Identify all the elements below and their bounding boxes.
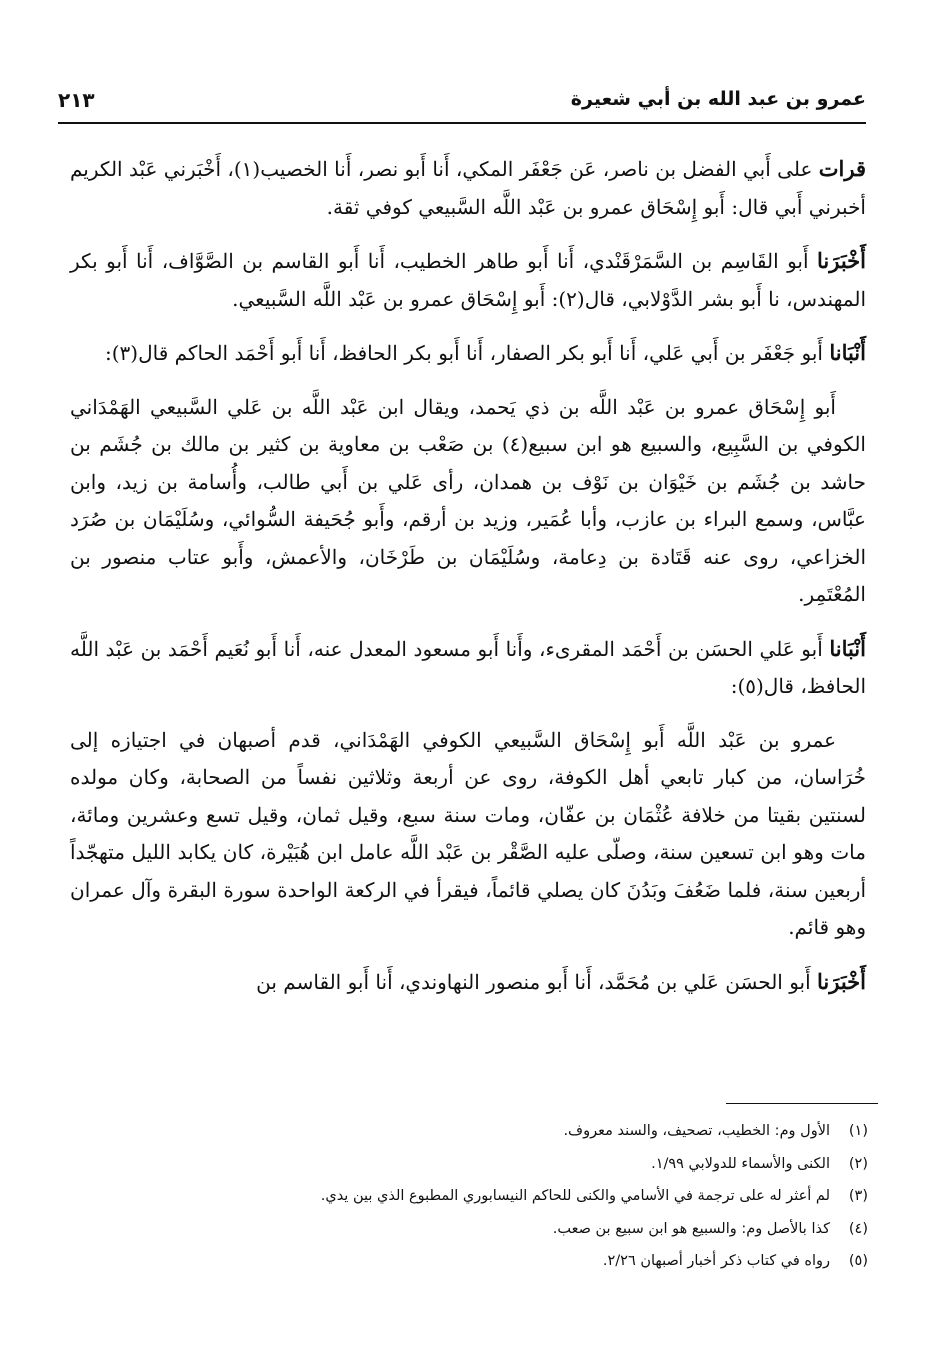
- running-head: عمرو بن عبد الله بن أبي شعيرة: [570, 88, 866, 110]
- paragraph-lead: أَنْبَانا: [829, 340, 866, 365]
- paragraph-text: على أَبي الفضل بن ناصر، عَن جَعْفَر المكي، أَنا أَبو نصر، أَنا الخصيب(١)، أَخْبَرني عَبْد الكريم أخبرني أَبي قال: أَبو إِسْحَاق عمرو بن عَبْد اللَّه السَّبيعي كوفي ثقة.: [70, 157, 866, 219]
- footnote-item: [78, 1180, 868, 1213]
- paragraph-text: عمرو بن عَبْد اللَّه أَبو إِسْحَاق السَّبيعي الكوفي الهَمْدَاني، قدم أصبهان في اجتيازه إلى خُرَاسان، من كبار تابعي أهل الكوفة، روى عن أربعة وثلاثين نفساً من الصحابة، وكان مولده لسنتين بقيتا من خلافة عُثْمَان بن عفّان، ومات سنة سبع، وقيل ثمان، وقيل تسع وعشرين ومائة، مات وهو ابن تسعين سنة، وصلّى عليه الصَّقْر بن عَبْد اللَّه عامل ابن هُبَيْرة، كان يكابد الليل متهجّداً أربعين سنة، فلما ضَعُفَ وبَدُنَ كان يصلي قائماً، فيقرأ في الركعة الواحدة سورة البقرة وآل عمران وهو قائم.: [70, 727, 866, 939]
- paragraph-lead: أَخْبَرَنا: [817, 248, 866, 273]
- paragraph-text: أَبو جَعْفَر بن أَبي عَلي، أَنا أَبو بكر الصفار، أَنا أَبو بكر الحافظ، أَنا أَبو أَحْمَد الحاكم قال(٣):: [104, 341, 830, 365]
- page-header: [58, 86, 866, 124]
- paragraph-lead: أَنْبَانا: [829, 635, 866, 661]
- footnote-text: كذا بالأصل وم: والسبيع هو ابن سبيع بن صعب.: [552, 1220, 830, 1237]
- footnote-item: [78, 1213, 868, 1246]
- footnote-number: (٢): [848, 1155, 868, 1172]
- footnote-number: (١): [848, 1123, 868, 1140]
- page-number: ٢١٣: [58, 88, 95, 112]
- paragraph: [70, 630, 866, 706]
- footnote-item: [78, 1245, 868, 1278]
- paragraph: [70, 150, 866, 226]
- footnote-item: [78, 1115, 868, 1148]
- paragraph: [70, 334, 866, 373]
- footnote-number: (٤): [848, 1220, 868, 1237]
- footnote-text: الكنى والأسماء للدولابي ١/٩٩.: [651, 1155, 830, 1172]
- paragraph-lead: أَخْبَرَنا: [817, 968, 866, 994]
- footnote-divider: [726, 1103, 878, 1104]
- paragraph-text: أَبو عَلي الحسَن بن أَحْمَد المقرىء، وأَنا أَبو مسعود المعدل عنه، أَنا أَبو نُعَيم أَحْمَد بن عَبْد اللَّه الحافظ، قال(٥):: [70, 636, 866, 698]
- footnote-text: رواه في كتاب ذكر أخبار أصبهان ٢/٢٦.: [602, 1253, 830, 1270]
- paragraph-lead: قرات: [818, 156, 866, 181]
- paragraph-text: أَبو إِسْحَاق عمرو بن عَبْد اللَّه بن ذي يَحمد، ويقال ابن عَبْد اللَّه بن عَلي السَّبيعي الهَمْدَاني الكوفي بن السَّبِيع، والسبيع هو ابن سبيع(٤) بن صَعْب بن معاوية بن كثير بن مالك بن جُشَم بن حاشد بن جُشَم بن خَيْوَان بن نَوْف بن همدان، رأى عَلي بن أَبي طالب، وأُسامة بن زيد، وابن عبَّاس، وسمع البراء بن عازب، وأبا عُمَير، وزيد بن أرقم، وأَبو جُحَيفة السُّوائي، وسُلَيْمَان بن صُرَد الخزاعي، روى عنه قَتَادة بن دِعامة، وسُلَيْمَان بن طَرْخَان، والأعمش، وأَبو عتاب منصور بن المُعْتَمِر.: [70, 394, 867, 606]
- footnote-text: لم أعثر له على ترجمة في الأسامي والكنى للحاكم النيسابوري المطبوع الذي بين يدي.: [320, 1188, 830, 1205]
- footnote-number: (٥): [848, 1253, 868, 1270]
- paragraph-text: أَبو القَاسِم بن السَّمَرْقَنْدي، أَنا أَبو طاهر الخطيب، أَنا أَبو القاسم بن الصَّوَّاف، أَنا أَبو بكر المهندس، نا أَبو بشر الدَّوْلابي، قال(٢): أَبو إِسْحَاق عمرو بن عَبْد اللَّه السَّبيعي.: [70, 249, 866, 311]
- paragraph: [70, 722, 866, 947]
- footnote-number: (٣): [848, 1188, 868, 1205]
- footnotes: [78, 1115, 868, 1278]
- footnote-item: [78, 1148, 868, 1181]
- main-text: [70, 150, 866, 1017]
- paragraph-text: أَبو الحسَن عَلي بن مُحَمَّد، أَنا أَبو منصور النهاوندي، أَنا أَبو القاسم بن: [256, 969, 818, 994]
- paragraph: [70, 389, 866, 614]
- footnote-text: الأول وم: الخطيب، تصحيف، والسند معروف.: [563, 1123, 830, 1140]
- paragraph: [70, 242, 866, 318]
- paragraph: [70, 963, 866, 1002]
